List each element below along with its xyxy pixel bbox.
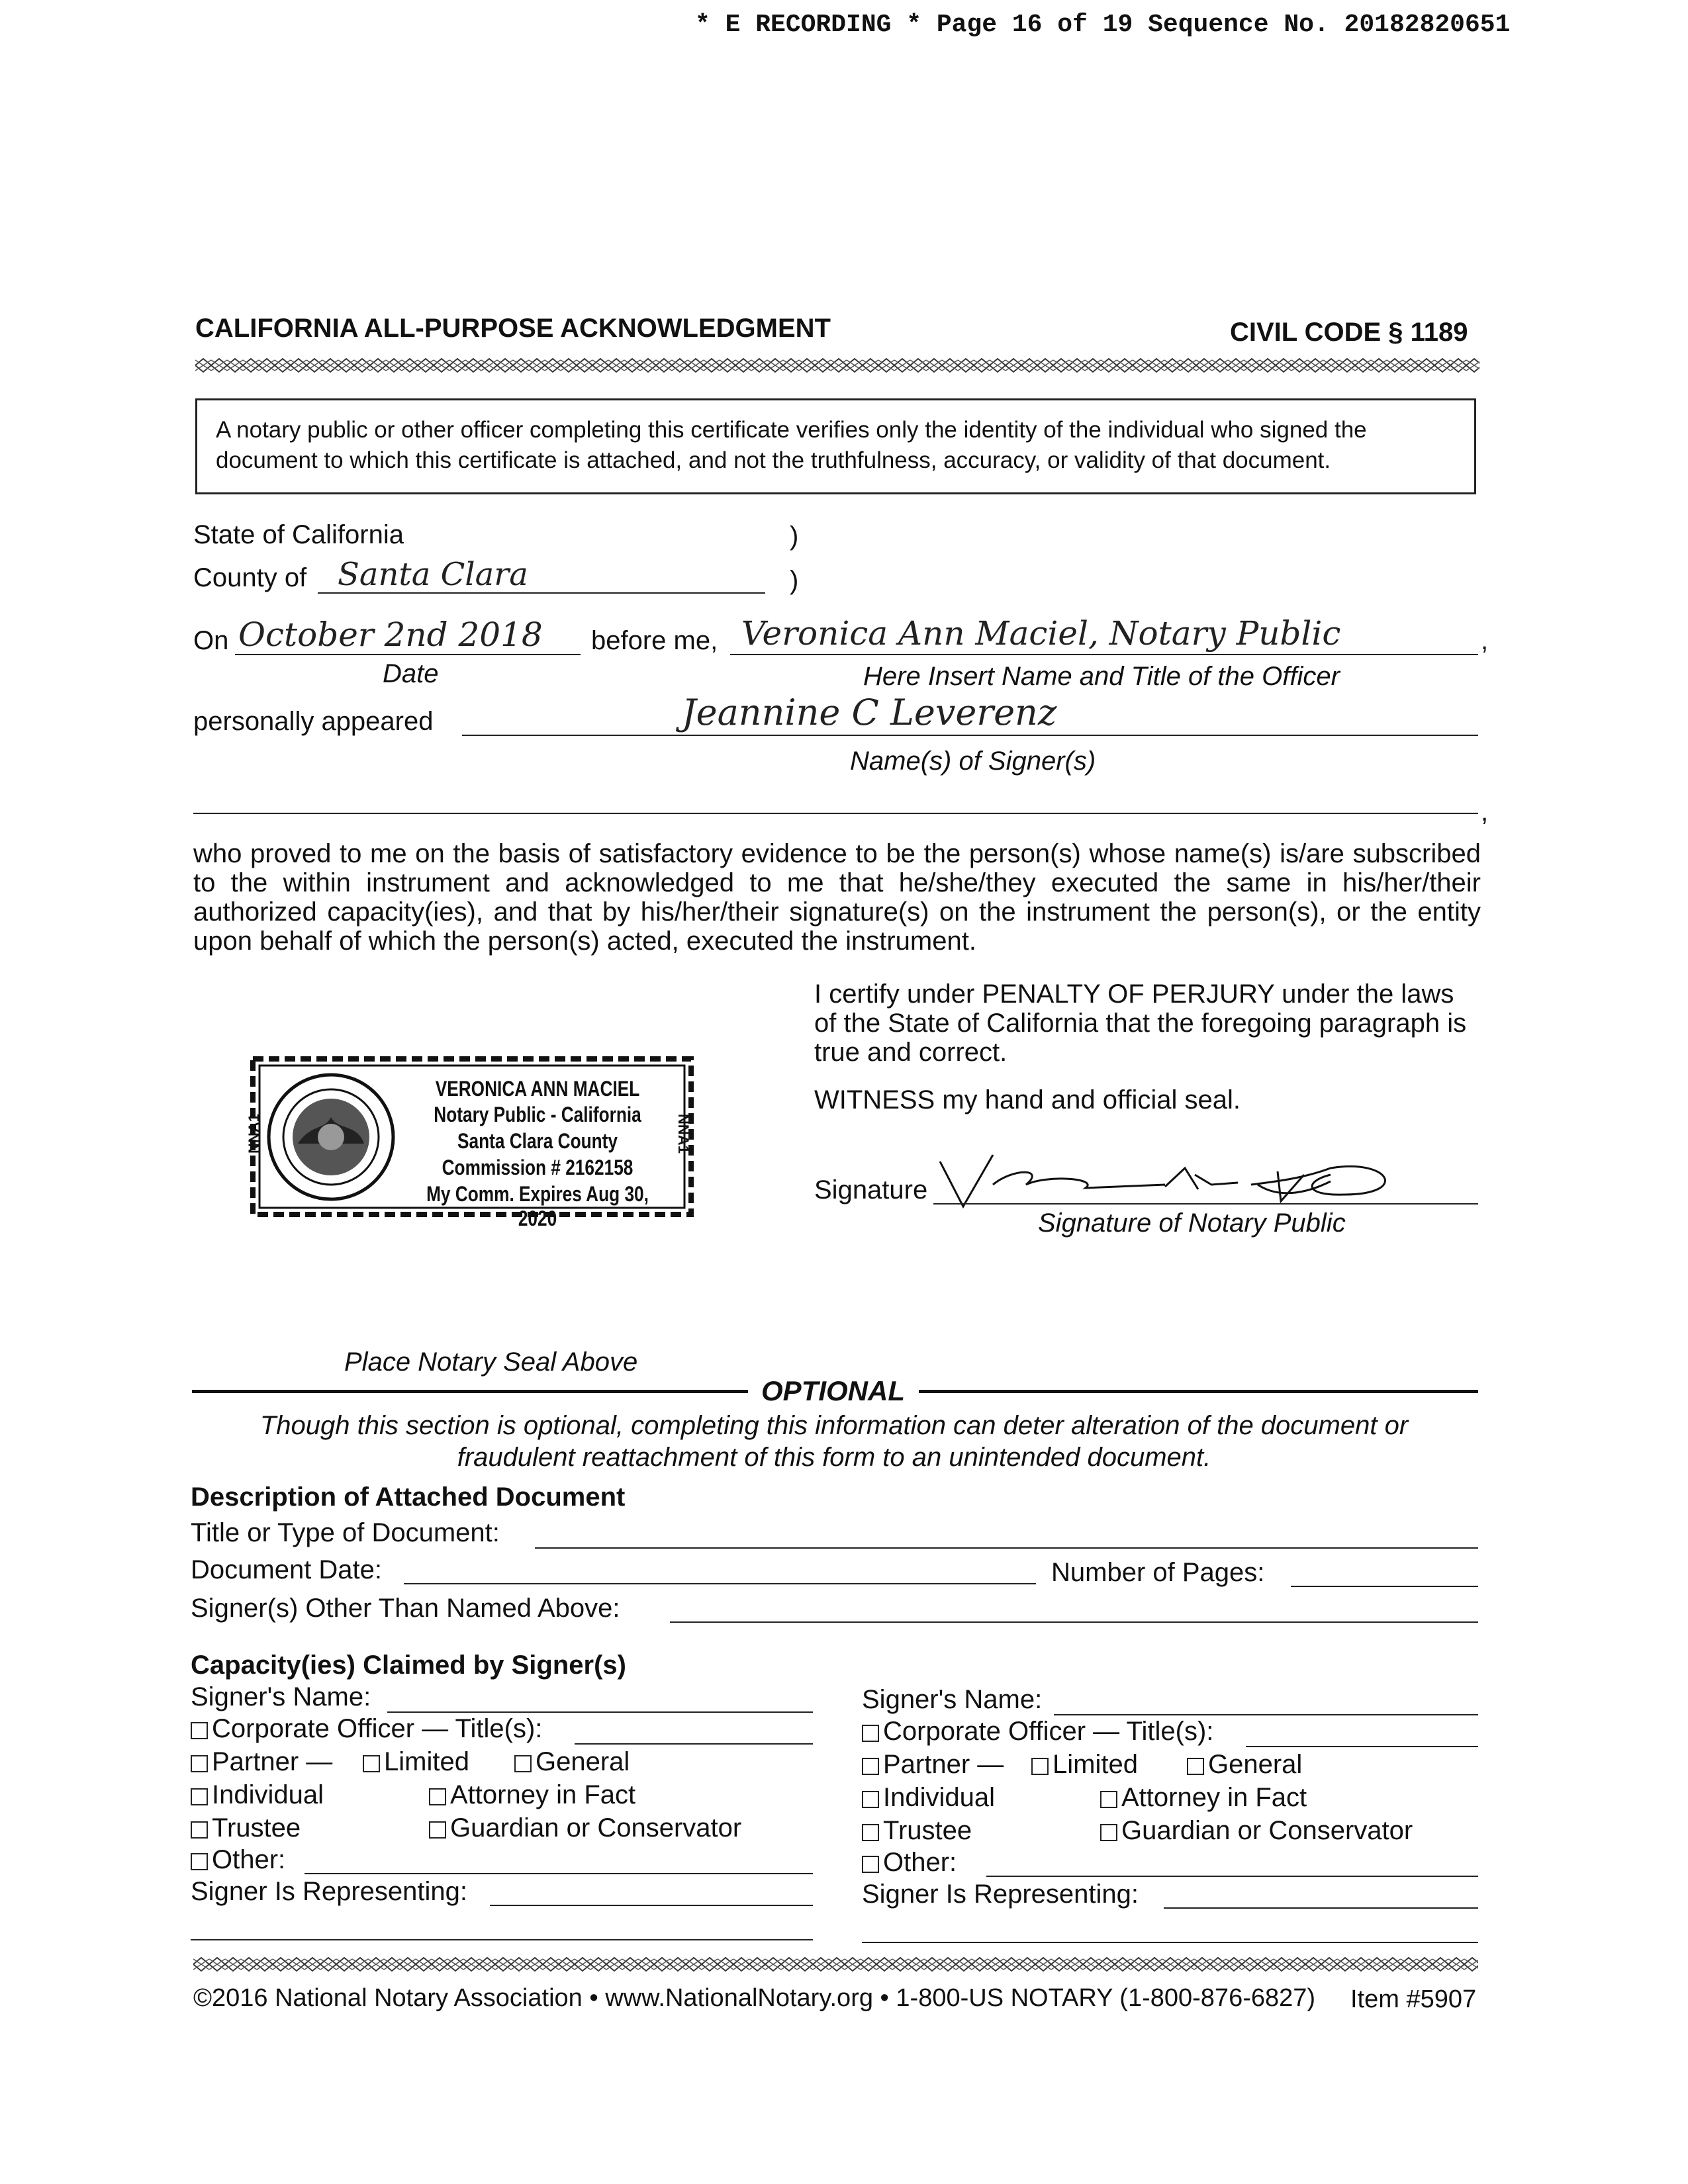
state-paren: ) xyxy=(790,522,799,551)
decorative-border-bottom xyxy=(193,1956,1478,1972)
signer2-name-line[interactable] xyxy=(1054,1714,1478,1715)
signer1-attorney[interactable]: Attorney in Fact xyxy=(429,1780,635,1810)
signer2-guardian[interactable]: Guardian or Conservator xyxy=(1100,1816,1413,1846)
checkbox[interactable] xyxy=(514,1755,532,1772)
checkbox[interactable] xyxy=(862,1791,879,1808)
checkbox[interactable] xyxy=(191,1788,208,1805)
signature-label: Signature xyxy=(814,1175,928,1205)
signer-line-2-comma: , xyxy=(1481,797,1489,827)
signer1-guardian[interactable]: Guardian or Conservator xyxy=(429,1813,741,1843)
optional-rule-left xyxy=(192,1390,748,1393)
optional-rule-right xyxy=(919,1390,1478,1393)
signer-line-2 xyxy=(193,813,1478,814)
appeared-label: personally appeared xyxy=(193,707,434,736)
state-seal-icon xyxy=(265,1071,397,1203)
seal-side-code-left: NNA1 xyxy=(245,1114,262,1154)
pages-line[interactable] xyxy=(1291,1586,1478,1587)
signer2-representing-line[interactable] xyxy=(1164,1907,1478,1909)
recording-stamp: * E RECORDING * Page 16 of 19 Sequence No. 20182820651 xyxy=(695,11,1511,39)
proof-paragraph: who proved to me on the basis of satisfactory evidence to be the person(s) whose name(s) is/are subscribed to the within instrument and acknowledged to me that he/she/they executed the same in his/her/their authorized capacity(ies), and that by his/her/their signature(s) on the instrument the person(s), or the entity upon behalf of which the person(s) acted, executed the instrument. xyxy=(193,839,1481,956)
signer1-corporate[interactable]: Corporate Officer — Title(s): xyxy=(191,1714,542,1744)
checkbox[interactable] xyxy=(862,1856,879,1873)
state-label: State of California xyxy=(193,520,404,549)
signer1-representing-label: Signer Is Representing: xyxy=(191,1877,468,1906)
checkbox[interactable] xyxy=(429,1788,446,1805)
before-me-label: before me, xyxy=(591,626,718,655)
signer2-other[interactable]: Other: xyxy=(862,1848,957,1878)
signer2-general[interactable]: General xyxy=(1187,1750,1302,1780)
notary-seal xyxy=(245,1052,698,1230)
form-title: CALIFORNIA ALL-PURPOSE ACKNOWLEDGMENT xyxy=(195,314,831,343)
signer-value[interactable]: Jeannine C Leverenz xyxy=(682,692,1057,733)
signer1-general[interactable]: General xyxy=(514,1747,630,1777)
checkbox[interactable] xyxy=(429,1821,446,1839)
witness-text: WITNESS my hand and official seal. xyxy=(814,1085,1241,1115)
checkbox[interactable] xyxy=(191,1722,208,1739)
signer2-corporate[interactable]: Corporate Officer — Title(s): xyxy=(862,1717,1213,1747)
checkbox[interactable] xyxy=(191,1821,208,1839)
signer1-representing-line[interactable] xyxy=(490,1905,813,1906)
doc-title-line[interactable] xyxy=(535,1547,1478,1549)
optional-heading: OPTIONAL xyxy=(761,1375,905,1406)
seal-side-code-right: NNA1 xyxy=(675,1114,692,1154)
notice-box xyxy=(195,398,1476,494)
doc-date-label: Document Date: xyxy=(191,1555,383,1584)
officer-comma: , xyxy=(1481,626,1489,655)
signer2-limited[interactable]: Limited xyxy=(1031,1750,1138,1780)
signature-line xyxy=(933,1203,1478,1205)
date-line xyxy=(235,654,581,655)
signer-caption: Name(s) of Signer(s) xyxy=(850,747,1096,776)
signer2-attorney[interactable]: Attorney in Fact xyxy=(1100,1783,1307,1813)
signer2-other-line[interactable] xyxy=(986,1876,1478,1877)
signer1-representing-line-2[interactable] xyxy=(191,1939,813,1940)
county-paren: ) xyxy=(790,566,799,595)
seal-caption: Place Notary Seal Above xyxy=(344,1347,638,1377)
seal-commission: Commission # 2162158 xyxy=(442,1156,633,1179)
notice-text: A notary public or other officer completing this certificate verifies only the identity of the individual who signed the document to which this certificate is attached, and not the truthfulness, accuracy, or validity of that document. xyxy=(216,417,1367,473)
signer1-name-line[interactable] xyxy=(387,1711,813,1713)
signer2-corporate-line[interactable] xyxy=(1246,1746,1478,1747)
seal-expires: My Comm. Expires Aug 30, 2020 xyxy=(426,1182,649,1230)
officer-line xyxy=(730,654,1478,655)
civil-code: CIVIL CODE § 1189 xyxy=(1230,318,1468,347)
notary-signature[interactable] xyxy=(933,1148,1410,1211)
signer2-name-label: Signer's Name: xyxy=(862,1685,1043,1714)
signer2-representing-label: Signer Is Representing: xyxy=(862,1880,1139,1909)
checkbox[interactable] xyxy=(1031,1758,1049,1775)
signer2-partner[interactable]: Partner — xyxy=(862,1750,1004,1780)
seal-name: VERONICA ANN MACIEL xyxy=(435,1077,640,1101)
footer-text: ©2016 National Notary Association • www.NationalNotary.org • 1-800-US NOTARY (1-800-876-6827) xyxy=(193,1984,1316,2012)
county-line xyxy=(318,592,765,594)
seal-county: Santa Clara County xyxy=(457,1129,618,1153)
other-signers-line[interactable] xyxy=(670,1621,1478,1623)
signer1-partner[interactable]: Partner — xyxy=(191,1747,332,1777)
date-value[interactable]: October 2nd 2018 xyxy=(238,615,543,654)
checkbox[interactable] xyxy=(1187,1758,1204,1775)
county-value[interactable]: Santa Clara xyxy=(338,556,528,593)
on-label: On xyxy=(193,626,229,655)
signer1-other-line[interactable] xyxy=(305,1873,813,1874)
signer1-individual[interactable]: Individual xyxy=(191,1780,324,1810)
signer1-other[interactable]: Other: xyxy=(191,1845,285,1875)
pages-label: Number of Pages: xyxy=(1051,1558,1265,1587)
signer1-trustee[interactable]: Trustee xyxy=(191,1813,301,1843)
checkbox[interactable] xyxy=(862,1758,879,1775)
checkbox[interactable] xyxy=(191,1755,208,1772)
officer-value[interactable]: Veronica Ann Maciel, Notary Public xyxy=(741,614,1341,653)
checkbox[interactable] xyxy=(191,1853,208,1870)
checkbox[interactable] xyxy=(862,1824,879,1841)
signer-line xyxy=(462,735,1478,736)
checkbox[interactable] xyxy=(363,1755,380,1772)
officer-caption: Here Insert Name and Title of the Officer xyxy=(863,662,1340,691)
signer1-name-label: Signer's Name: xyxy=(191,1682,371,1711)
checkbox[interactable] xyxy=(1100,1791,1117,1808)
seal-title: Notary Public - California xyxy=(434,1103,641,1126)
signature-caption: Signature of Notary Public xyxy=(1038,1208,1346,1238)
date-caption: Date xyxy=(383,659,439,688)
decorative-border-top xyxy=(195,357,1479,373)
signer1-corporate-line[interactable] xyxy=(575,1743,813,1745)
signer2-trustee[interactable]: Trustee xyxy=(862,1816,972,1846)
county-label: County of xyxy=(193,563,307,592)
perjury-paragraph: I certify under PENALTY OF PERJURY under the laws of the State of California that the foregoing paragraph is true and correct. xyxy=(814,979,1467,1067)
optional-intro: Though this section is optional, completing this information can deter alteration of the document or fraudulent reattachment of this form to an unintended document. xyxy=(259,1411,1409,1472)
signer2-representing-line-2[interactable] xyxy=(862,1942,1478,1943)
other-signers-label: Signer(s) Other Than Named Above: xyxy=(191,1594,620,1623)
capacity-heading: Capacity(ies) Claimed by Signer(s) xyxy=(191,1651,626,1680)
signer1-limited[interactable]: Limited xyxy=(363,1747,469,1777)
checkbox[interactable] xyxy=(862,1725,879,1742)
footer-item: Item #5907 xyxy=(1350,1985,1477,2013)
desc-heading: Description of Attached Document xyxy=(191,1482,626,1512)
checkbox[interactable] xyxy=(1100,1824,1117,1841)
doc-title-label: Title or Type of Document: xyxy=(191,1518,500,1547)
doc-date-line[interactable] xyxy=(404,1583,1036,1584)
signer2-individual[interactable]: Individual xyxy=(862,1783,995,1813)
